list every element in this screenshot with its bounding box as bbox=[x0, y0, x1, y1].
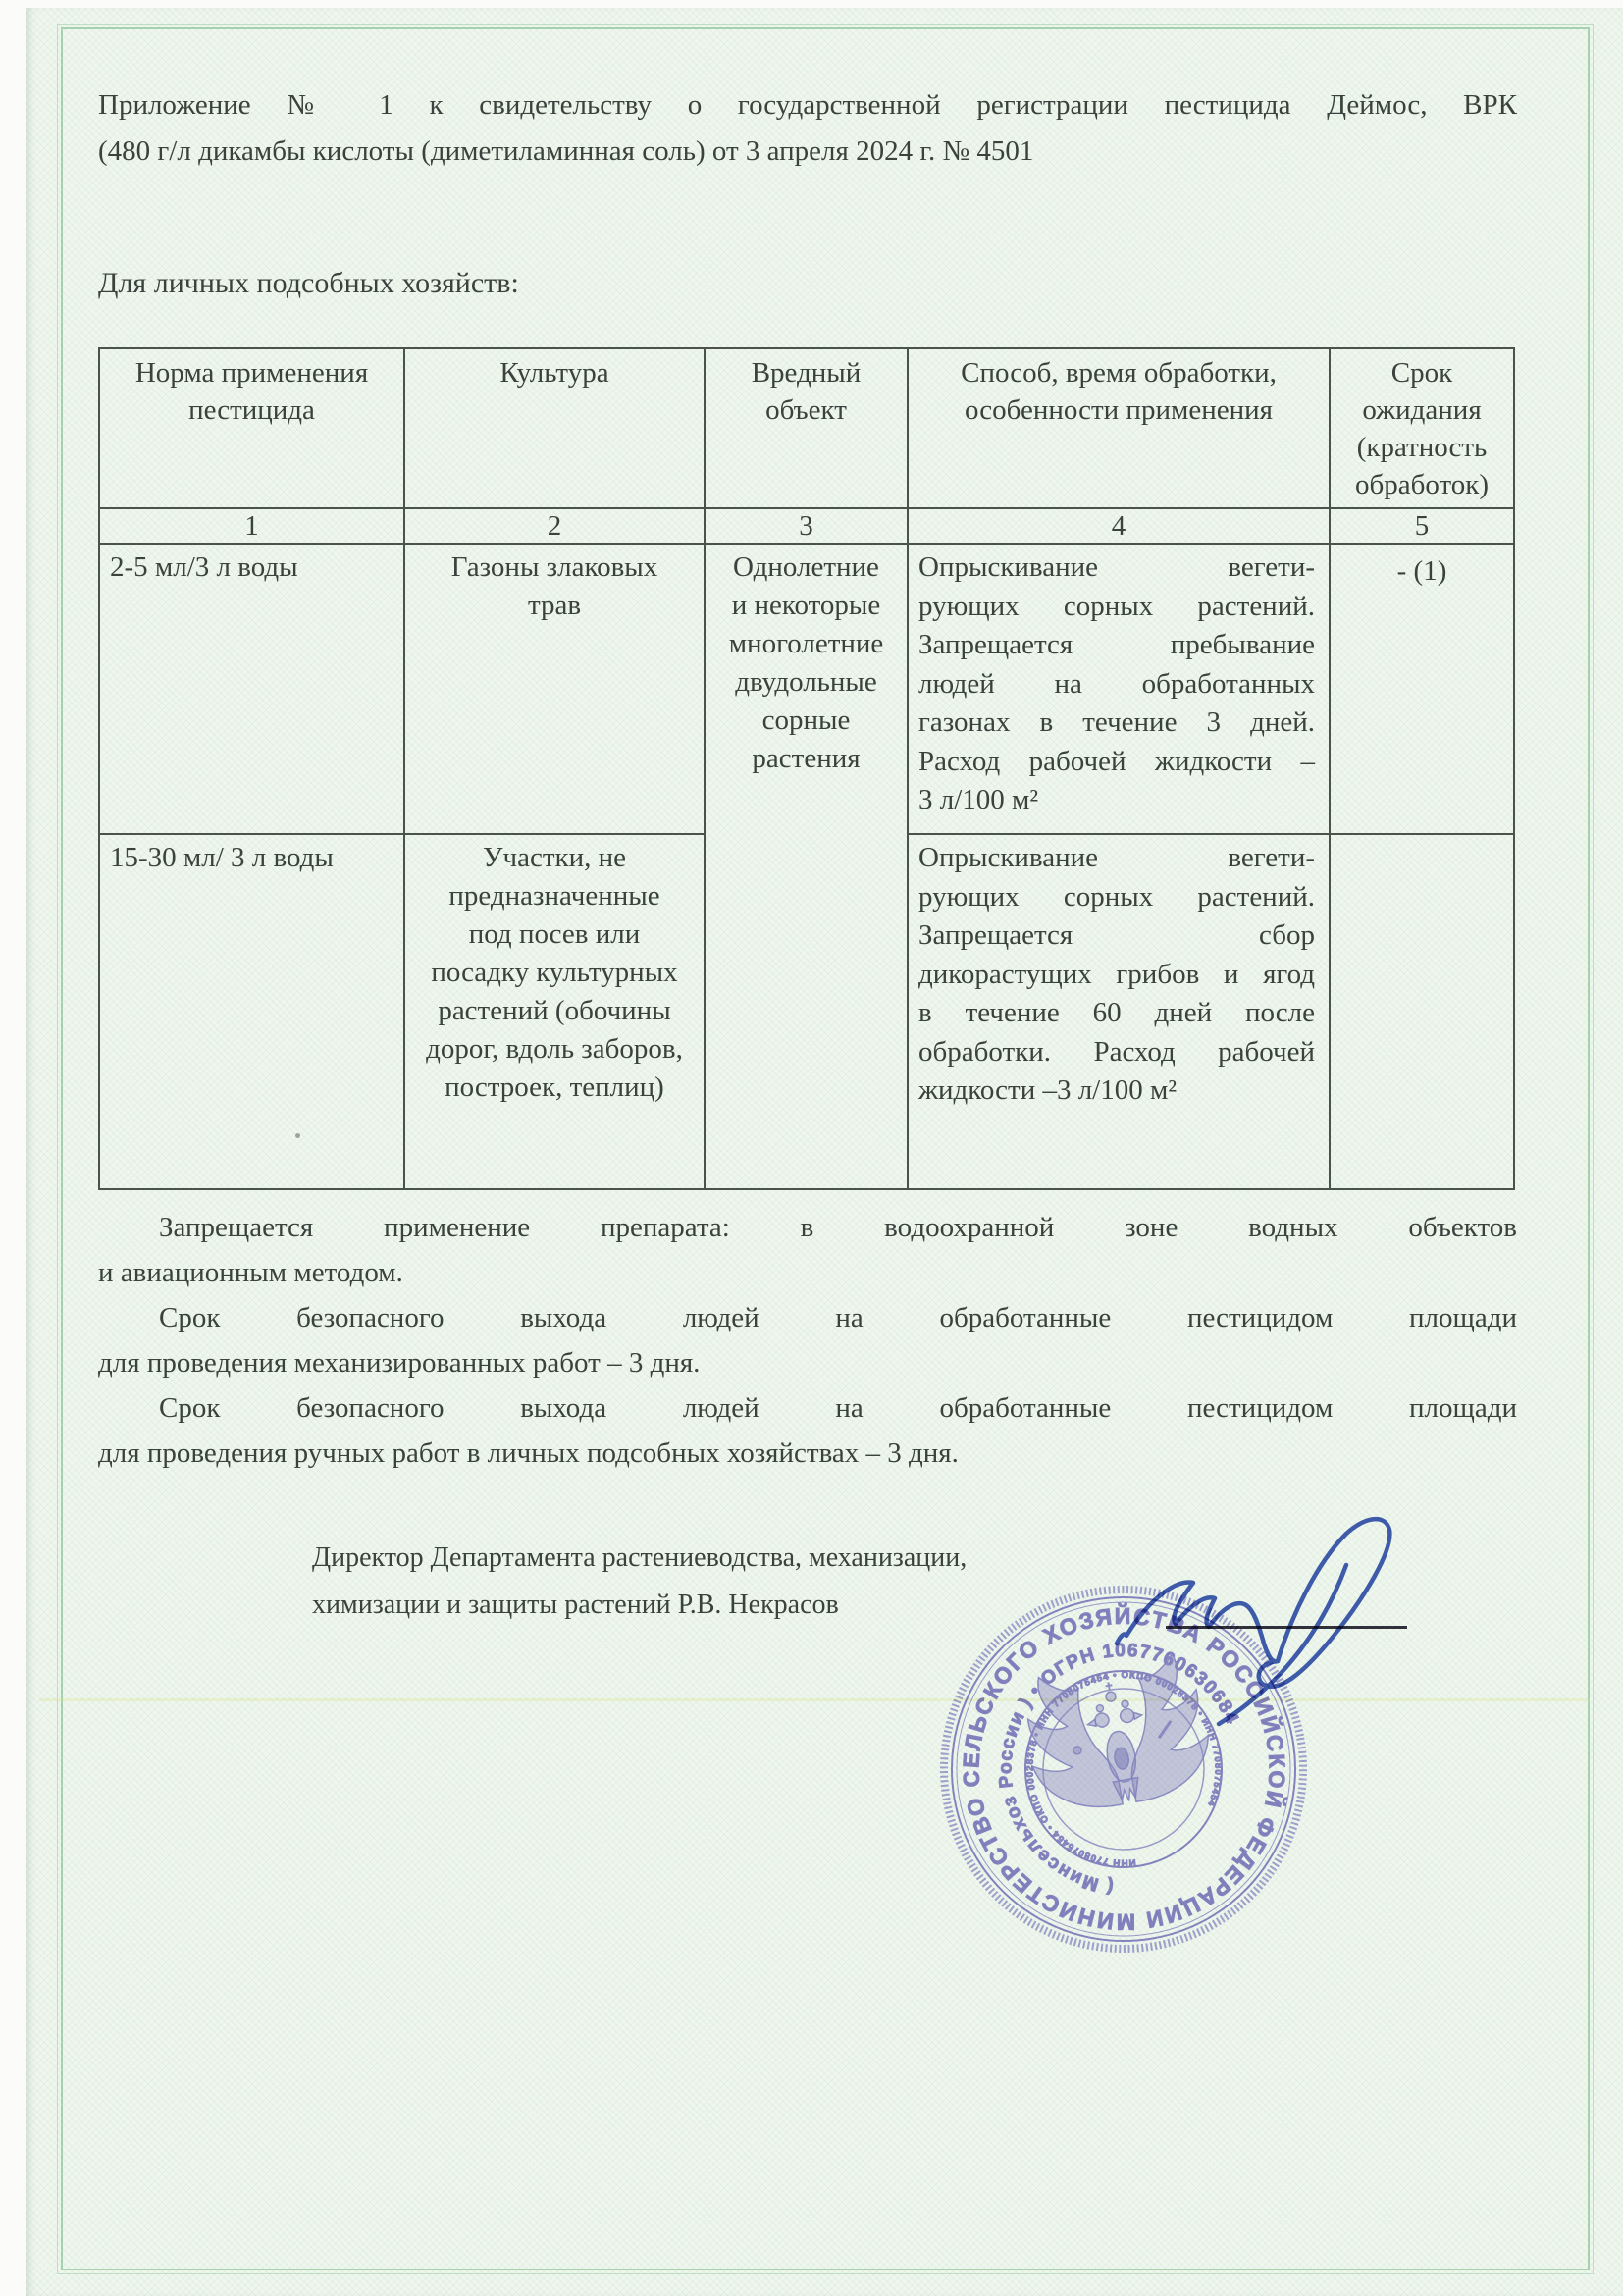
cell-waiting-row2 bbox=[1330, 834, 1514, 1189]
method-line: рующих сорных растений. bbox=[918, 880, 1315, 913]
method-line: Запрещается пребывание bbox=[918, 629, 1315, 660]
header-cell-culture: Культура bbox=[404, 348, 705, 508]
method-line: Опрыскивание вегети- bbox=[918, 551, 1315, 583]
column-number: 2 bbox=[404, 508, 705, 544]
method-line: Запрещается сбор bbox=[918, 919, 1315, 951]
header-cell-waiting: Срок ожидания (кратность обработок) bbox=[1330, 348, 1514, 508]
header-cell-norm: Норма применения пестицида bbox=[99, 348, 404, 508]
header-cell-pest: Вредный объект bbox=[705, 348, 908, 508]
section-subtitle: Для личных подсобных хозяйств: bbox=[98, 267, 519, 299]
table-row bbox=[99, 544, 1514, 834]
signatory-title: Директор Департамента растениеводства, механизации, химизации и защиты растений Р.В. Некрасов bbox=[312, 1542, 968, 1620]
signature-scribble bbox=[1001, 1506, 1462, 1751]
cell-waiting-row1: - (1) bbox=[1330, 544, 1514, 834]
document-header bbox=[98, 82, 1517, 175]
method-line: рующих сорных растений. bbox=[918, 590, 1315, 622]
method-line: дикорастущих грибов и ягод bbox=[918, 958, 1315, 990]
method-line: Опрыскивание вегети- bbox=[918, 842, 1315, 873]
paragraph-line: и авиационным методом. bbox=[98, 1257, 403, 1288]
table-header-row bbox=[99, 348, 1514, 508]
stamp-micro-text: ИНН 7708075454 • ОКПО 00028378 • ИНН 7708075454 • ОКПО 00028378 • ИНН 7708075454 bbox=[1024, 1669, 1224, 1868]
column-number: 1 bbox=[99, 508, 404, 544]
paragraph-line: Срок безопасного выхода людей на обработанные пестицидом площади bbox=[159, 1392, 1517, 1424]
method-line: Расход рабочей жидкости – bbox=[918, 745, 1315, 777]
header-line: (480 г/л дикамбы кислоты (диметиламинная соль) от 3 апреля 2024 г. № 4501 bbox=[98, 135, 1034, 167]
pesticide-application-table bbox=[98, 347, 1515, 1190]
paragraph-line: для проведения ручных работ в личных подсобных хозяйствах – 3 дня. bbox=[98, 1437, 959, 1469]
column-number-row bbox=[99, 508, 1514, 544]
method-line: в течение 60 дней после bbox=[918, 997, 1315, 1028]
stamp-ring-text: МИНИСТЕРСТВО СЕЛЬСКОГО ХОЗЯЙСТВА РОССИЙСКОЙ ФЕДЕРАЦИИ bbox=[958, 1602, 1290, 1935]
cell-norm-row1: 2-5 мл/3 л воды bbox=[99, 544, 404, 834]
cell-culture-row1: Газоны злаковых трав bbox=[404, 544, 705, 834]
cell-culture-row2: Участки, не предназначенные под посев или посадку культурных растений (обочины дорог, вдоль заборов, построек, теплиц) bbox=[404, 834, 705, 1189]
stamp-middle-text: ( Минсельхоз России ) • ОГРН 1067760630684 bbox=[995, 1640, 1243, 1898]
body-paragraphs bbox=[98, 1205, 1517, 1476]
header-cell-method: Способ, время обработки, особенности применения bbox=[908, 348, 1330, 508]
paragraph-line: для проведения механизированных работ – 3 дня. bbox=[98, 1347, 701, 1379]
column-number: 4 bbox=[908, 508, 1330, 544]
method-line: обработки. Расход рабочей bbox=[918, 1035, 1315, 1068]
cell-pest-rowspan: Однолетние и некоторые многолетние двудольные сорные растения bbox=[705, 544, 908, 1189]
header-line: Приложение № 1 к свидетельству о государственной регистрации пестицида Деймос, ВРК bbox=[98, 89, 1517, 121]
column-number: 3 bbox=[705, 508, 908, 544]
method-line: 3 л/100 м² bbox=[918, 784, 1039, 815]
cell-method-row2 bbox=[908, 834, 1330, 1189]
method-line: газонах в течение 3 дней. bbox=[918, 706, 1315, 738]
cell-method-row1 bbox=[908, 544, 1330, 834]
method-line: жидкости –3 л/100 м² bbox=[918, 1074, 1178, 1106]
cell-norm-row2: 15-30 мл/ 3 л воды bbox=[99, 834, 404, 1189]
paragraph-line: Запрещается применение препарата: в водоохранной зоне водных объектов bbox=[159, 1212, 1517, 1243]
paragraph-line: Срок безопасного выхода людей на обработанные пестицидом площади bbox=[159, 1302, 1517, 1333]
column-number: 5 bbox=[1330, 508, 1514, 544]
method-line: людей на обработанных bbox=[918, 667, 1315, 700]
